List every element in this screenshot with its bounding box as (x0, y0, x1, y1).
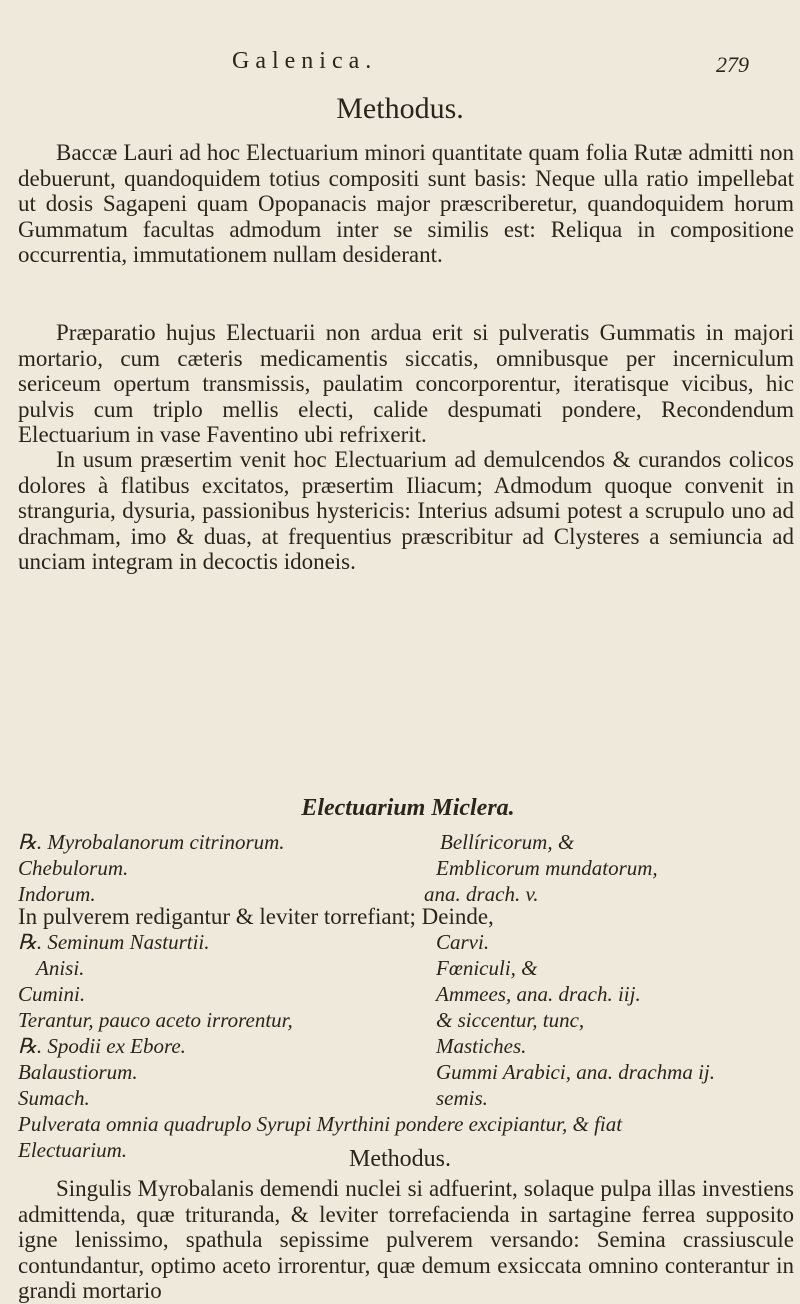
running-head: Galenica. (232, 48, 378, 74)
recipe-instruction: In pulverem redigantur & leviter torrefiant; Deinde, (18, 904, 494, 929)
recipe-line: Electuarium. (18, 1138, 128, 1162)
paragraph-3: In usum præsertim venit hoc Electuarium ad demulcendos & curandos colicos dolores à flatibus excitatos, præsertim Iliacum; Admodum quoque convenit in stranguria, dysuria, passionibus hystericis: Interius adsumi potest a scrupulo uno ad drachmam, imo & duas, at frequentius præscribitur ad Clysteres a semiuncia ad unciam integram in decoctis idoneis. (18, 447, 794, 575)
recipe-line: Anisi. (36, 956, 85, 980)
recipe-line: Balaustiorum. (18, 1060, 138, 1084)
recipe-line: & siccentur, tunc, (436, 1008, 585, 1032)
recipe-line: Emblicorum mundatorum, (436, 856, 658, 880)
recipe-line: ℞. Spodii ex Ebore. (18, 1034, 186, 1058)
paragraph-2: Præparatio hujus Electuarii non ardua erit si pulveratis Gummatis in majori mortario, cum cæteris medicamentis siccatis, omnibusque per incerniculum sericeum opertum transmissis, paulatim concorporentur, iteratisque vicibus, hic pulvis cum triplo mellis electi, calide despumati pondere, Recondendum Electuarium in vase Faventino ubi refrixerit. (18, 320, 794, 448)
section-heading-methodus-2: Methodus. (349, 1146, 451, 1172)
recipe-line: Cumini. (18, 982, 86, 1006)
page-number: 279 (716, 52, 749, 77)
recipe-line: ℞. Seminum Nasturtii. (18, 930, 210, 954)
recipe-line: Carvi. (436, 930, 490, 954)
section-heading-methodus: Methodus. (336, 92, 464, 125)
recipe-line: semis. (436, 1086, 488, 1110)
recipe-line: ℞. Myrobalanorum citrinorum. (18, 830, 285, 854)
recipe-line: ana. drach. v. (424, 882, 539, 906)
recipe-line: Sumach. (18, 1086, 90, 1110)
recipe-line: Bellíricorum, & (440, 830, 575, 854)
recipe-line: Indorum. (18, 882, 96, 906)
recipe-line: Mastiches. (436, 1034, 527, 1058)
recipe-line: Gummi Arabici, ana. drachma ij. (436, 1060, 716, 1084)
recipe-line: Terantur, pauco aceto irrorentur, (18, 1008, 293, 1032)
paragraph-1: Baccæ Lauri ad hoc Electuarium minori quantitate quam folia Rutæ admitti non debuerunt, quandoquidem totius compositi sunt basis: Neque ulla ratio impellebat ut dosis Sagapeni quam Opopanacis major præscriberetur, quandoquidem horum Gummatum facultas admodum inter se similis est: Reliqua in compositione occurrentia, immutationem nullam desiderant. (18, 140, 794, 268)
recipe-line: Chebulorum. (18, 856, 129, 880)
recipe-line: Fœniculi, & (436, 956, 538, 980)
section-heading-electuarium: Electuarium Miclera. (301, 795, 515, 821)
recipe-line: Ammees, ana. drach. iij. (436, 982, 641, 1006)
recipe-line: Pulverata omnia quadruplo Syrupi Myrthini pondere excipiantur, & fiat (18, 1112, 623, 1136)
paragraph-4: Singulis Myrobalanis demendi nuclei si adfuerint, solaque pulpa illas investiens admittenda, quæ trituranda, & leviter torrefacienda in sartagine ferrea supposito igne lenissimo, spathula sepissime pulverem versando: Semina crassiuscule contundantur, optimo aceto irrorentur, quæ demum exsiccata omnino conterantur in grandi mortario (18, 1176, 794, 1304)
